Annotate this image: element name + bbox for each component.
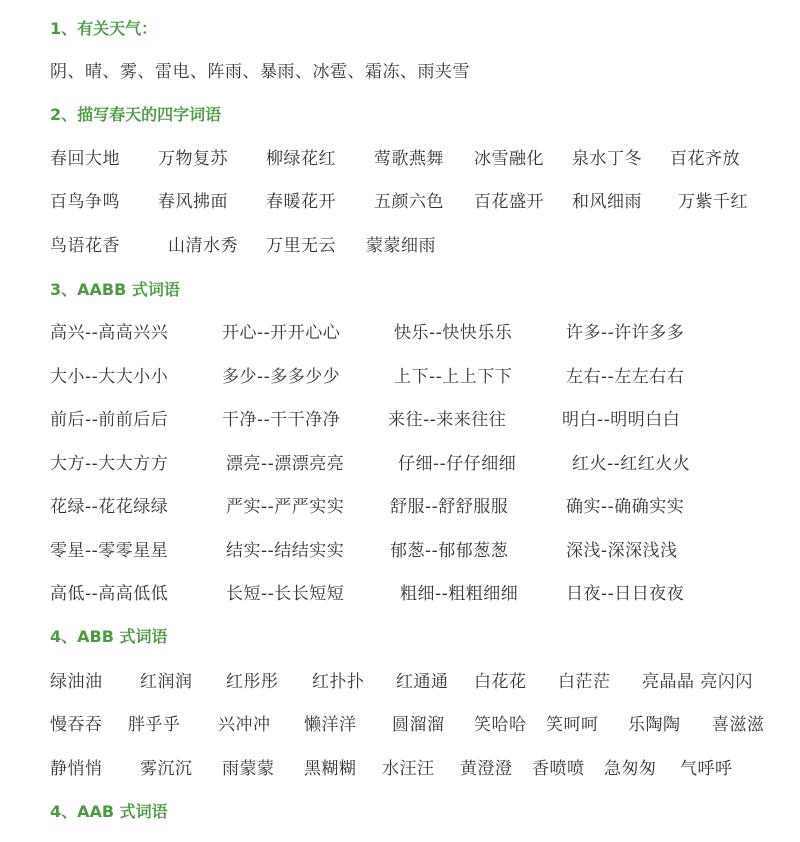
abb-word: 红彤彤 bbox=[226, 672, 279, 692]
aabb-word: 明白--明明白白 bbox=[562, 410, 681, 430]
aabb-word: 大小--大大小小 bbox=[50, 367, 169, 387]
aabb-word: 来往--来来往往 bbox=[388, 410, 507, 430]
abb-word: 静悄悄 bbox=[50, 759, 103, 779]
aabb-row bbox=[0, 408, 800, 432]
aabb-word: 开心--开开心心 bbox=[222, 323, 341, 343]
abb-word: 红润润 bbox=[140, 672, 193, 692]
aabb-word: 长短--长长短短 bbox=[226, 584, 345, 604]
aabb-word: 许多--许许多多 bbox=[566, 323, 685, 343]
aabb-word: 仔细--仔仔细细 bbox=[398, 454, 517, 474]
section-heading-aab: 4、AAB 式词语 bbox=[50, 802, 168, 821]
aabb-word: 确实--确确实实 bbox=[566, 497, 685, 517]
abb-word: 黄澄澄 bbox=[460, 759, 513, 779]
spring-word: 万紫千红 bbox=[678, 192, 748, 212]
abb-word: 喜滋滋 bbox=[712, 715, 765, 735]
spring-word: 柳绿花红 bbox=[266, 149, 336, 169]
abb-word: 水汪汪 bbox=[382, 759, 435, 779]
aabb-word: 漂亮--漂漂亮亮 bbox=[226, 454, 345, 474]
abb-word: 笑哈哈 bbox=[474, 715, 527, 735]
abb-row bbox=[0, 713, 800, 737]
abb-word: 香喷喷 bbox=[532, 759, 585, 779]
weather-text: 阴、晴、雾、雷电、阵雨、暴雨、冰雹、霜冻、雨夹雪 bbox=[50, 62, 470, 82]
abb-word: 红扑扑 bbox=[312, 672, 365, 692]
aabb-word: 郁葱--郁郁葱葱 bbox=[390, 541, 509, 561]
spring-word: 蒙蒙细雨 bbox=[366, 236, 436, 256]
aabb-word: 结实--结结实实 bbox=[226, 541, 345, 561]
aabb-row bbox=[0, 452, 800, 476]
aabb-word: 多少--多多少少 bbox=[222, 367, 341, 387]
abb-word: 乐陶陶 bbox=[628, 715, 681, 735]
abb-row bbox=[0, 670, 800, 694]
section-heading-spring: 2、描写春天的四字词语 bbox=[50, 105, 222, 124]
abb-word: 慢吞吞 bbox=[50, 715, 103, 735]
abb-row bbox=[0, 757, 800, 781]
aabb-word: 干净--干干净净 bbox=[222, 410, 341, 430]
spring-word: 泉水丁冬 bbox=[572, 149, 642, 169]
aabb-row bbox=[0, 365, 800, 389]
aabb-word: 高低--高高低低 bbox=[50, 584, 169, 604]
abb-word: 急匆匆 bbox=[604, 759, 657, 779]
aabb-row bbox=[0, 495, 800, 519]
abb-word: 白茫茫 bbox=[558, 672, 611, 692]
spring-row bbox=[0, 234, 800, 258]
spring-row bbox=[0, 190, 800, 214]
spring-word: 鸟语花香 bbox=[50, 236, 120, 256]
abb-word: 绿油油 bbox=[50, 672, 103, 692]
aabb-word: 前后--前前后后 bbox=[50, 410, 169, 430]
abb-word: 亮晶晶 亮闪闪 bbox=[642, 672, 753, 692]
aabb-word: 高兴--高高兴兴 bbox=[50, 323, 169, 343]
spring-word: 春风拂面 bbox=[158, 192, 228, 212]
aabb-word: 左右--左左右右 bbox=[566, 367, 685, 387]
abb-word: 黑糊糊 bbox=[304, 759, 357, 779]
section-heading-aabb: 3、AABB 式词语 bbox=[50, 280, 180, 299]
abb-word: 气呼呼 bbox=[680, 759, 733, 779]
spring-word: 万里无云 bbox=[266, 236, 336, 256]
spring-word: 山清水秀 bbox=[168, 236, 238, 256]
abb-word: 雾沉沉 bbox=[140, 759, 193, 779]
spring-word: 莺歌燕舞 bbox=[374, 149, 444, 169]
aabb-word: 大方--大大方方 bbox=[50, 454, 169, 474]
aabb-word: 深浅-深深浅浅 bbox=[566, 541, 678, 561]
abb-word: 圆溜溜 bbox=[392, 715, 445, 735]
aabb-word: 零星--零零星星 bbox=[50, 541, 169, 561]
abb-word: 兴冲冲 bbox=[218, 715, 271, 735]
spring-word: 春暖花开 bbox=[266, 192, 336, 212]
abb-word: 红通通 bbox=[396, 672, 449, 692]
abb-word: 胖乎乎 bbox=[128, 715, 181, 735]
spring-word: 百花齐放 bbox=[670, 149, 740, 169]
aabb-word: 上下--上上下下 bbox=[394, 367, 513, 387]
spring-word: 和风细雨 bbox=[572, 192, 642, 212]
abb-word: 懒洋洋 bbox=[304, 715, 357, 735]
abb-word: 白花花 bbox=[474, 672, 527, 692]
aabb-word: 严实--严严实实 bbox=[226, 497, 345, 517]
aabb-word: 粗细--粗粗细细 bbox=[400, 584, 519, 604]
abb-word: 笑呵呵 bbox=[546, 715, 599, 735]
aabb-word: 日夜--日日夜夜 bbox=[566, 584, 685, 604]
section-heading-abb: 4、ABB 式词语 bbox=[50, 627, 168, 646]
aabb-word: 快乐--快快乐乐 bbox=[394, 323, 513, 343]
spring-word: 冰雪融化 bbox=[474, 149, 544, 169]
aabb-word: 花绿--花花绿绿 bbox=[50, 497, 169, 517]
aabb-word: 红火--红红火火 bbox=[572, 454, 691, 474]
section-heading-weather: 1、有关天气： bbox=[50, 19, 158, 38]
aabb-row bbox=[0, 321, 800, 345]
aabb-word: 舒服--舒舒服服 bbox=[390, 497, 509, 517]
spring-word: 五颜六色 bbox=[374, 192, 444, 212]
spring-word: 百鸟争鸣 bbox=[50, 192, 120, 212]
spring-word: 万物复苏 bbox=[158, 149, 228, 169]
spring-word: 春回大地 bbox=[50, 149, 120, 169]
spring-row bbox=[0, 147, 800, 171]
aabb-row bbox=[0, 582, 800, 606]
aabb-row bbox=[0, 539, 800, 563]
abb-word: 雨蒙蒙 bbox=[222, 759, 275, 779]
spring-word: 百花盛开 bbox=[474, 192, 544, 212]
